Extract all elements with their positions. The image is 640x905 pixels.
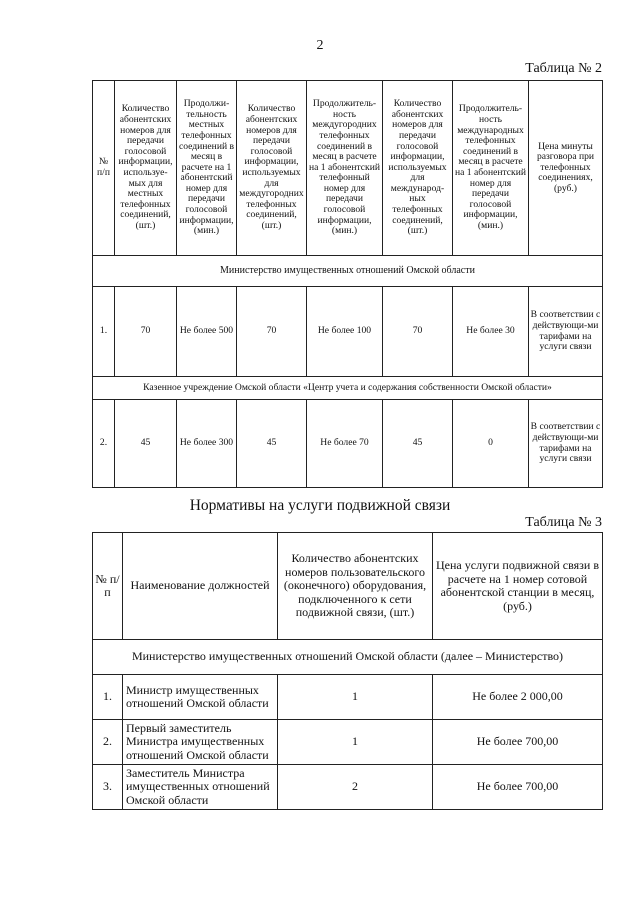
- table-cell: 70: [237, 287, 307, 377]
- table-cell: 2.: [93, 720, 123, 765]
- header-cell: Продолжитель-ность междугородних телефонных соединений в месяц в расчете на 1 абонентский телефонный номер для передачи голосовой информации, (мин.): [307, 81, 383, 256]
- table-row: [93, 287, 603, 377]
- table-row: [93, 400, 603, 488]
- table-cell: 1.: [93, 675, 123, 720]
- table-cell: Не более 300: [177, 400, 237, 488]
- header-cell: Продолжи-тельность местных телефонных соединений в месяц в расчете на 1 абонентский номер для передачи голосовой информации, (мин.): [177, 81, 237, 256]
- table3-section-row: [93, 640, 603, 675]
- table-cell: 1: [278, 675, 433, 720]
- header-cell: Наименование должностей: [123, 533, 278, 640]
- header-cell: Количество абонентских номеров для передачи голосовой информации, используе-мых для местных телефонных соединений, (шт.): [115, 81, 177, 256]
- table-cell: Не более 700,00: [433, 765, 603, 810]
- section-cell: Казенное учреждение Омской области «Центр учета и содержания собственности Омской области»: [93, 377, 603, 400]
- position-cell: Заместитель Министра имущественных отношений Омской области: [123, 765, 278, 810]
- section-title: Нормативы на услуги подвижной связи: [189, 497, 451, 514]
- header-cell: Цена услуги подвижной связи в расчете на 1 номер сотовой абонентской станции в месяц, (руб.): [433, 533, 603, 640]
- table-cell: 0: [453, 400, 529, 488]
- header-cell: № п/п: [93, 81, 115, 256]
- table-cell: Не более 700,00: [433, 720, 603, 765]
- position-cell: Министр имущественных отношений Омской области: [123, 675, 278, 720]
- section-cell: Министерство имущественных отношений Омской области (далее – Министерство): [93, 640, 603, 675]
- table-cell: 45: [383, 400, 453, 488]
- table-cell: 70: [383, 287, 453, 377]
- header-cell: Продолжитель-ность международных телефонных соединений в месяц в расчете на 1 абонентский номер для передачи голосовой информации, (мин.): [453, 81, 529, 256]
- table-cell: В соответствии с действующи-ми тарифами на услуги связи: [529, 287, 603, 377]
- table2-label: Таблица № 2: [525, 61, 602, 76]
- mobile-norms-table: [92, 532, 603, 810]
- table-cell: 45: [237, 400, 307, 488]
- table-row: [93, 765, 603, 810]
- table-row: [93, 675, 603, 720]
- header-cell: Количество абонентских номеров пользовательского (оконечного) оборудования, подключенного к сети подвижной связи, (шт.): [278, 533, 433, 640]
- table-cell: 2: [278, 765, 433, 810]
- table2-header-row: [93, 81, 603, 256]
- table-cell: Не более 100: [307, 287, 383, 377]
- header-cell: Количество абонентских номеров для передачи голосовой информации, используемых для междугородних телефонных соединений, (шт.): [237, 81, 307, 256]
- table2-section-row: [93, 256, 603, 287]
- table-cell: 1.: [93, 287, 115, 377]
- table-cell: 45: [115, 400, 177, 488]
- telephone-norms-table: [92, 80, 603, 488]
- page-number: 2: [316, 38, 324, 53]
- table2-section-row: [93, 377, 603, 400]
- section-cell: Министерство имущественных отношений Омской области: [93, 256, 603, 287]
- table-cell: 1: [278, 720, 433, 765]
- table-cell: Не более 2 000,00: [433, 675, 603, 720]
- table3-label: Таблица № 3: [525, 515, 602, 530]
- table-cell: Не более 70: [307, 400, 383, 488]
- position-cell: Первый заместитель Министра имущественных отношений Омской области: [123, 720, 278, 765]
- header-cell: № п/п: [93, 533, 123, 640]
- table-row: [93, 720, 603, 765]
- table-cell: Не более 500: [177, 287, 237, 377]
- table-cell: 3.: [93, 765, 123, 810]
- table-cell: 2.: [93, 400, 115, 488]
- table-cell: В соответствии с действующи-ми тарифами на услуги связи: [529, 400, 603, 488]
- table3-header-row: [93, 533, 603, 640]
- header-cell: Количество абонентских номеров для передачи голосовой информации, используемых для международ-ных телефонных соединений, (шт.): [383, 81, 453, 256]
- header-cell: Цена минуты разговора при телефонных соединениях, (руб.): [529, 81, 603, 256]
- table-cell: 70: [115, 287, 177, 377]
- table-cell: Не более 30: [453, 287, 529, 377]
